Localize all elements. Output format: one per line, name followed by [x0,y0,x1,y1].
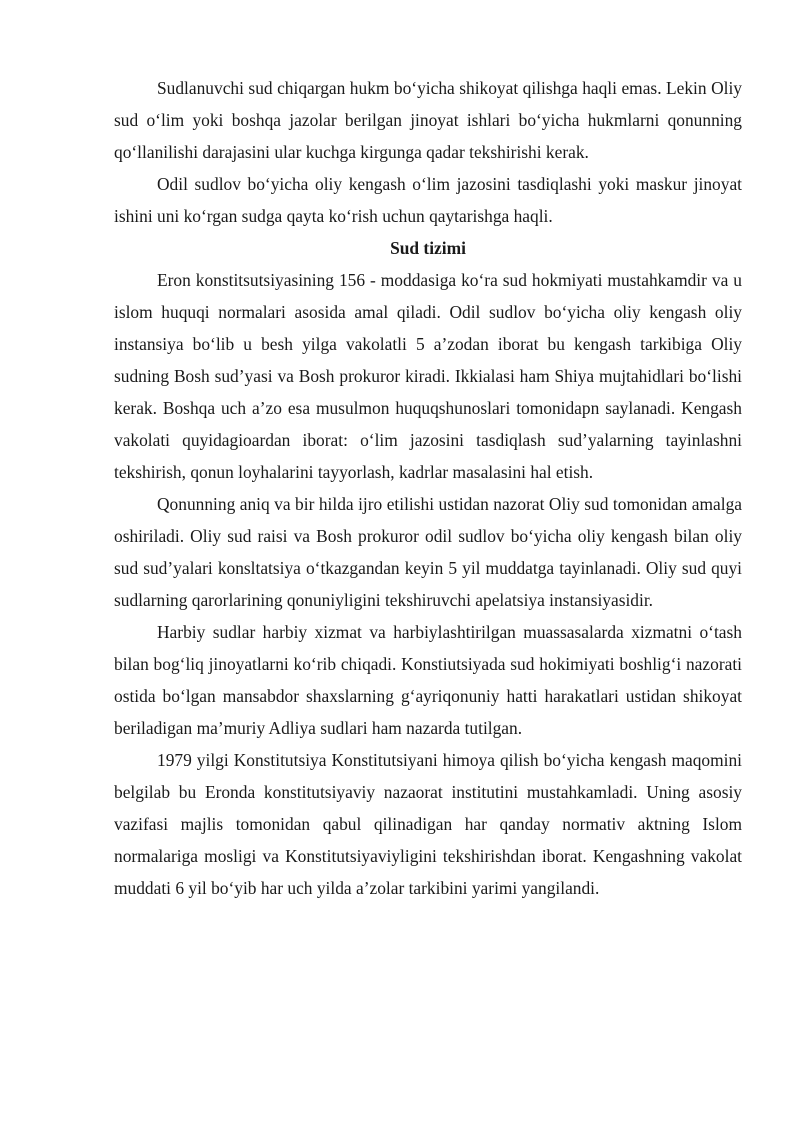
paragraph-judicial-power: Eron konstitsutsiyasining 156 - moddasiga ko‘ra sud hokmiyati mustahkamdir va u islom huquqi normalari asosida amal qiladi. Odil sudlov bo‘yicha oliy kengash oliy instansiya bo‘lib u besh yilga vakolatli 5 a’zodan iborat bu kengash tarkibiga Oliy sudning Bosh sud’yasi va Bosh prokuror kiradi. Ikkialasi ham Shiya mujtahidlari bo‘lishi kerak. Boshqa uch a’zo esa musulmon huquqshunoslari tomonidapn saylanadi. Kengash vakolati quyidagioardan iborat: o‘lim jazosini tasdiqlash sud’yalarning tayinlashni tekshirish, qonun loyhalarini tayyorlash, kadrlar masalasini hal etish. [114,270,742,482]
paragraph-constitution-council: 1979 yilgi Konstitutsiya Konstitutsiyani himoya qilish bo‘yicha kengash maqomini belgilab bu Eronda konstitutsiyaviy nazaorat institutini mustahkamladi. Uning asosiy vazifasi majlis tomonidan qabul qilinadigan har qanday normativ aktning Islom normalariga mosligi va Konstitutsiyaviyligini tekshirishdan iborat. Kengashning vakolat muddati 6 yil bo‘yib har uch yilda a’zolar tarkibini yarimi yangilandi. [114,750,742,898]
paragraph-appeal-rules: Sudlanuvchi sud chiqargan hukm bo‘yicha shikoyat qilishga haqli emas. Lekin Oliy sud o‘lim yoki boshqa jazolar berilgan jinoyat ishlari bo‘yicha hukmlarni qonunning qo‘llanilishi darajasini ular kuchga kirgunga qadar tekshirishi kerak. [114,78,742,162]
document-page [114,72,742,904]
section-heading: Sud tizimi [390,238,466,258]
paragraph-supreme-court-oversight: Qonunning aniq va bir hilda ijro etilishi ustidan nazorat Oliy sud tomonidan amalga oshiriladi. Oliy sud raisi va Bosh prokuror odil sudlov bo‘yicha oliy kengash bilan oliy sud sud’yalari konsltatsiya o‘tkazgandan keyin 5 yil muddatga tayinlanadi. Oliy sud quyi sudlarning qarorlarining qonuniyligini tekshiruvchi apelatsiya instansiyasidir. [114,494,742,610]
paragraph-military-courts: Harbiy sudlar harbiy xizmat va harbiylashtirilgan muassasalarda xizmatni o‘tash bilan bog‘liq jinoyatlarni ko‘rib chiqadi. Konstiutsiyada sud hokimiyati boshlig‘i nazorati ostida bo‘lgan mansabdor shaxslarning g‘ayriqonuniy hatti harakatlari ustidan shikoyat beriladigan ma’muriy Adliya sudlari ham nazarda tutilgan. [114,622,742,738]
paragraph-supreme-council-right: Odil sudlov bo‘yicha oliy kengash o‘lim jazosini tasdiqlashi yoki maskur jinoyat ishini uni ko‘rgan sudga qayta ko‘rish uchun qaytarishga haqli. [114,174,742,226]
